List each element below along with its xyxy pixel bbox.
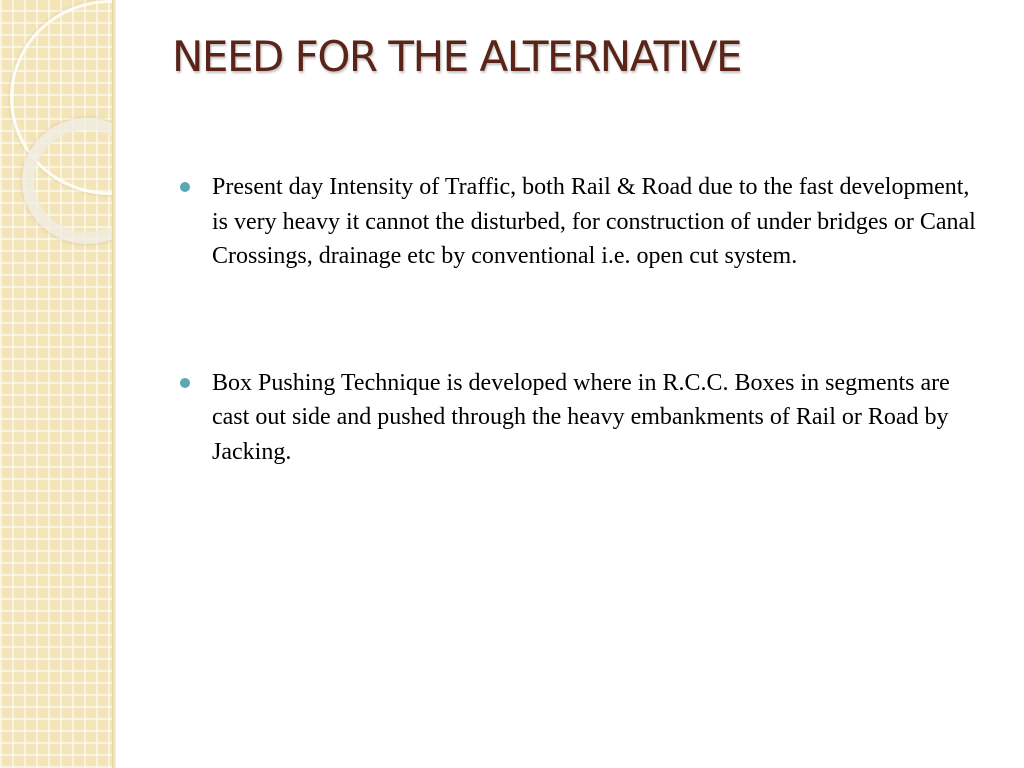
bullet-list (180, 170, 990, 469)
bullet-text: Box Pushing Technique is developed where in R.C.C. Boxes in segments are cast out side and pushed through the heavy embankments of Rail or Road by Jacking. (212, 369, 950, 465)
decorative-side-panel (0, 0, 112, 768)
bullet-item (180, 366, 990, 470)
bullet-item (180, 170, 990, 274)
bullet-dot-icon (180, 182, 190, 192)
side-panel-edge (112, 0, 116, 768)
bullet-dot-icon (180, 378, 190, 388)
bullet-text: Present day Intensity of Traffic, both Rail & Road due to the fast development, is very heavy it cannot the disturbed, for construction of under bridges or Canal Crossings, drainage etc by conventional i.e. open cut system. (212, 174, 976, 269)
slide-title: NEED FOR THE ALTERNATIVE (172, 32, 741, 81)
